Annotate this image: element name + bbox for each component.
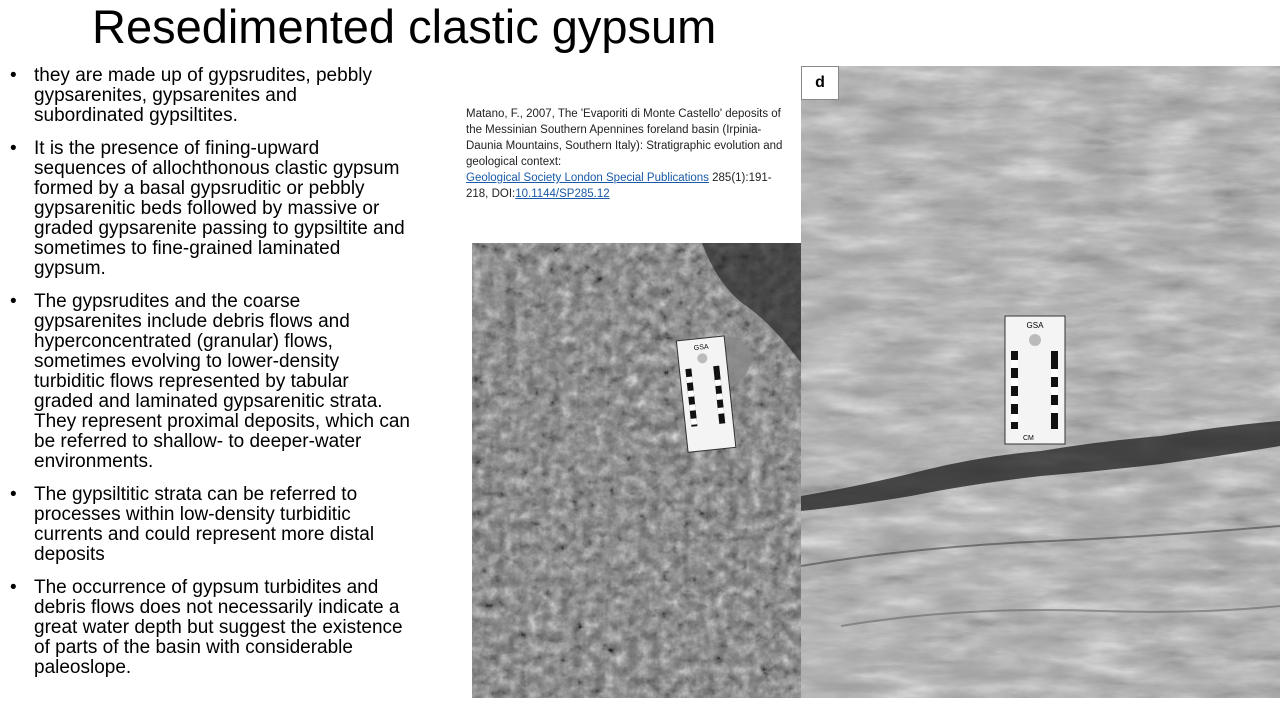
scale-card-top-label: GSA bbox=[693, 343, 709, 353]
panel-label: d bbox=[801, 66, 839, 100]
outcrop-photo-left bbox=[472, 243, 801, 698]
bullet-item: • they are made up of gypsrudites, pebbly gypsarenites, gypsarenites and subordinated gypsiltites. bbox=[10, 66, 410, 126]
reference-citation bbox=[466, 106, 786, 202]
publication-link[interactable]: Geological Society London Special Publications bbox=[466, 172, 709, 184]
scale-card-top-label: GSA bbox=[1026, 321, 1044, 330]
outcrop-photo-right bbox=[801, 66, 1280, 698]
doi-link[interactable]: 10.1144/SP285.12 bbox=[515, 188, 610, 200]
bullet-item: • It is the presence of fining-upward sequences of allochthonous clastic gypsum formed by a basal gypsruditic or pebbly gypsarenitic beds followed by massive or graded gypsarenite passing to gypsiltite and sometimes to fine-grained laminated gypsum. bbox=[10, 139, 410, 279]
reference-text: Matano, F., 2007, The 'Evaporiti di Monte Castello' deposits of the Messinian Southern Apennines foreland basin (Irpinia-Daunia Mountains, Southern Italy): Stratigraphic evolution and geological context: bbox=[466, 108, 783, 168]
reference-volume: 285(1):191-218, DOI: bbox=[466, 172, 772, 200]
scale-card bbox=[1005, 316, 1065, 444]
bullet-item: • The gypsiltitic strata can be referred to processes within low-density turbiditic currents and could represent more distal deposits bbox=[10, 485, 410, 565]
slide-title: Resedimented clastic gypsum bbox=[92, 0, 717, 53]
bullet-item: • The gypsrudites and the coarse gypsarenites include debris flows and hyperconcentrated (granular) flows, sometimes evolving to lower-density turbiditic flows represented by tabular graded and laminated gypsarenitic strata. They represent proximal deposits, which can be referred to shallow- to deeper-water environments. bbox=[10, 292, 410, 472]
scale-card-bottom-label: CM bbox=[1023, 435, 1034, 442]
bullet-list bbox=[10, 66, 410, 691]
bullet-item: • The occurrence of gypsum turbidites and debris flows does not necessarily indicate a great water depth but suggest the existence of parts of the basin with considerable paleoslope. bbox=[10, 578, 410, 678]
